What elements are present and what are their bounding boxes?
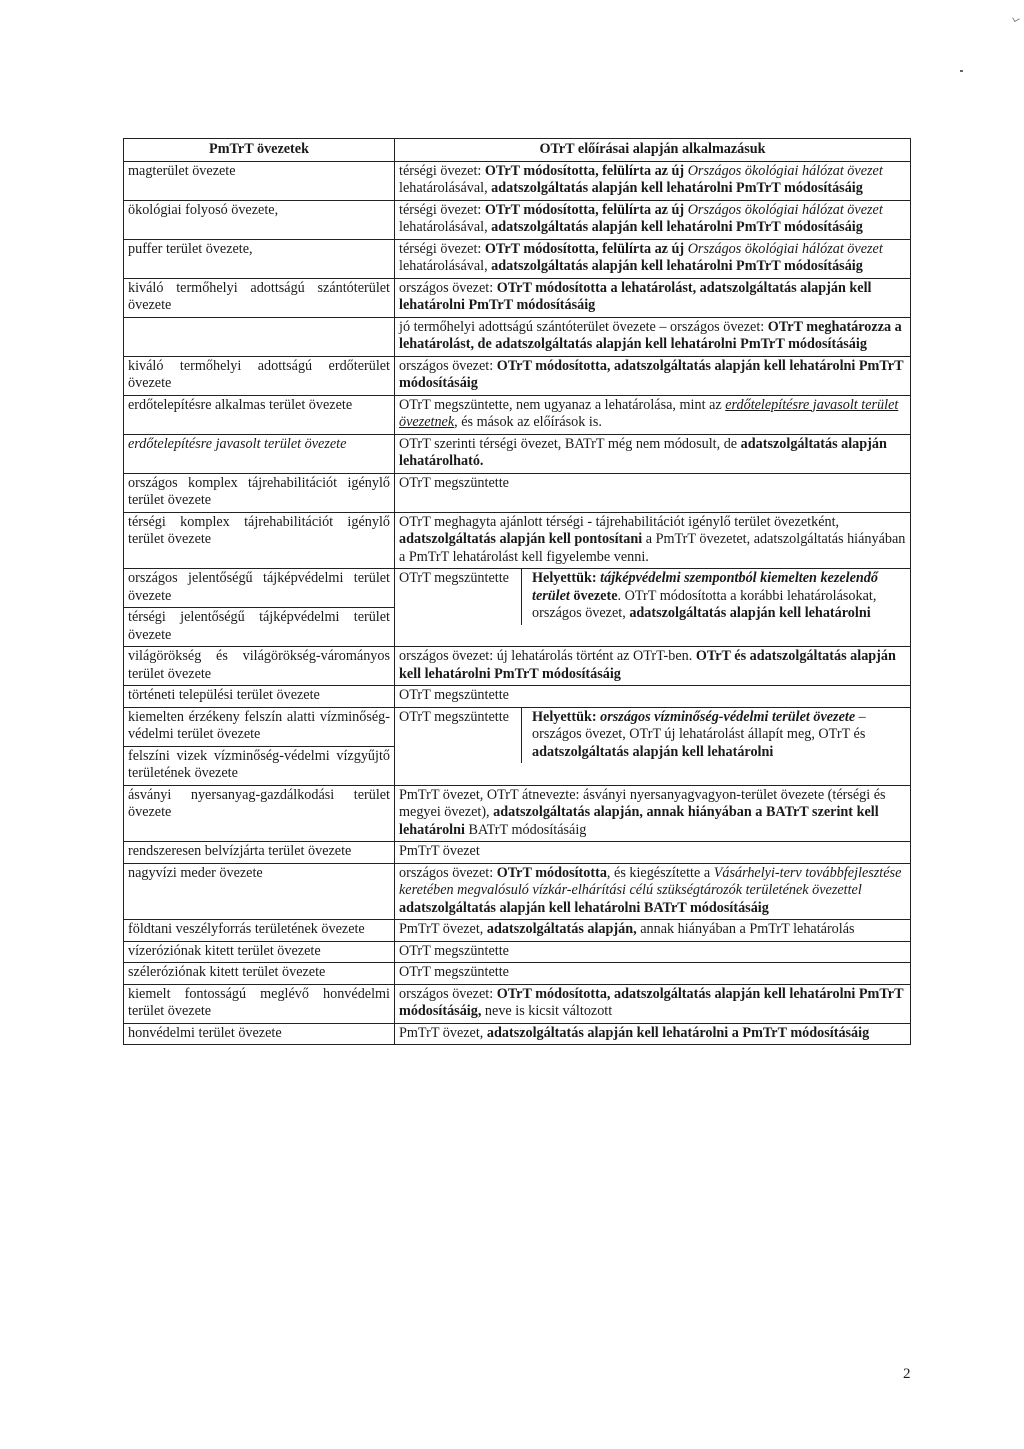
otrt-rule-cell: [395, 707, 911, 785]
table-header-row: [124, 139, 911, 162]
split-rule: [395, 708, 910, 764]
zone-name-cell: térségi komplex tájrehabilitációt igénylő terület övezete: [124, 512, 395, 569]
otrt-rule-cell: térségi övezet: OTrT módosította, felülírta az új Országos ökológiai hálózat övezet lehatárolásával, adatszolgáltatás alapján kell lehatárolni PmTrT módosításáig: [395, 161, 911, 200]
otrt-rule-cell: országos övezet: OTrT módosította, adatszolgáltatás alapján kell lehatárolni PmTrT módosításáig: [395, 356, 911, 395]
otrt-rule-cell: országos övezet: OTrT módosította, adatszolgáltatás alapján kell lehatárolni PmTrT módosításáig, neve is kicsit változott: [395, 984, 911, 1023]
zone-name-cell: kiemelt fontosságú meglévő honvédelmi terület övezete: [124, 984, 395, 1023]
otrt-rule-cell: országos övezet: OTrT módosította a lehatárolást, adatszolgáltatás alapján kell lehatárolni PmTrT módosításáig: [395, 278, 911, 317]
split-rule-status: OTrT megszüntette: [395, 708, 522, 764]
split-rule-replacement: Helyettük: országos vízminőség-védelmi terület övezete – országos övezet, OTrT új lehatárolást állapít meg, OTrT és adatszolgáltatás alapján kell lehatárolni: [532, 708, 866, 760]
table-row: [124, 984, 911, 1023]
otrt-rule-cell: PmTrT övezet, adatszolgáltatás alapján kell lehatárolni a PmTrT módosításáig: [395, 1023, 911, 1045]
table-row: [124, 863, 911, 920]
header-otrt: OTrT előírásai alapján alkalmazásuk: [395, 139, 911, 162]
page-number: 2: [903, 1366, 911, 1382]
otrt-rule-cell: OTrT szerinti térségi övezet, BATrT még nem módosult, de adatszolgáltatás alapján lehatárolható.: [395, 434, 911, 473]
zone-name-cell: erdőtelepítésre javasolt terület övezete: [124, 434, 395, 473]
otrt-rule-cell: OTrT megszüntette, nem ugyanaz a lehatárolása, mint az erdőtelepítésre javasolt terület övezetnek, és mások az előírások is.: [395, 395, 911, 434]
table-row: [124, 686, 911, 708]
zone-name-cell: kiváló termőhelyi adottságú szántóterület övezete: [124, 278, 395, 317]
zoning-table: [123, 138, 911, 1045]
otrt-rule-cell: OTrT meghagyta ajánlott térségi - tájrehabilitációt igénylő terület övezetként, adatszolgáltatás alapján kell pontosítani a PmTrT övezetet, adatszolgáltatás hiányában a PmTrT lehatárolást kell figyelembe venni.: [395, 512, 911, 569]
otrt-rule-cell: OTrT megszüntette: [395, 941, 911, 963]
table-row: [124, 395, 911, 434]
zone-name-cell: honvédelmi terület övezete: [124, 1023, 395, 1045]
zone-name-cell: világörökség és világörökség-várományos terület övezete: [124, 647, 395, 686]
zone-name-cell: magterület övezete: [124, 161, 395, 200]
table-row: [124, 473, 911, 512]
zone-name-cell: erdőtelepítésre alkalmas terület övezete: [124, 395, 395, 434]
table-row: [124, 569, 911, 608]
table-row: [124, 647, 911, 686]
otrt-rule-cell: [395, 569, 911, 647]
table-row: [124, 920, 911, 942]
zone-name-cell: felszíni vizek vízminőség-védelmi vízgyűjtő területének övezete: [124, 746, 395, 785]
zone-name-cell: történeti települési terület övezete: [124, 686, 395, 708]
zone-name-cell: térségi jelentőségű tájképvédelmi terület övezete: [124, 608, 395, 647]
zone-name-cell: széleróziónak kitett terület övezete: [124, 963, 395, 985]
zone-name-cell: [124, 317, 395, 356]
table-row: [124, 161, 911, 200]
table-row: [124, 707, 911, 746]
otrt-rule-cell: térségi övezet: OTrT módosította, felülírta az új Országos ökológiai hálózat övezet lehatárolásával, adatszolgáltatás alapján kell lehatárolni PmTrT módosításáig: [395, 239, 911, 278]
table-row: [124, 239, 911, 278]
zone-name-cell: puffer terület övezete,: [124, 239, 395, 278]
table-row: [124, 356, 911, 395]
zone-name-cell: földtani veszélyforrás területének övezete: [124, 920, 395, 942]
split-rule-replacement: Helyettük: tájképvédelmi szempontból kiemelten kezelendő terület övezete. OTrT módosította a korábbi lehatárolásokat, országos övezet, adatszolgáltatás alapján kell lehatárolni: [532, 570, 878, 621]
zone-name-cell: ásványi nyersanyag-gazdálkodási terület övezete: [124, 785, 395, 842]
split-rule-status: OTrT megszüntette: [395, 569, 522, 625]
otrt-rule-cell: PmTrT övezet, adatszolgáltatás alapján, annak hiányában a PmTrT lehatárolás: [395, 920, 911, 942]
otrt-rule-cell: OTrT megszüntette: [395, 686, 911, 708]
zone-name-cell: vízeróziónak kitett terület övezete: [124, 941, 395, 963]
table-row: [124, 278, 911, 317]
otrt-rule-cell: OTrT megszüntette: [395, 473, 911, 512]
scan-mark: [1012, 15, 1020, 22]
otrt-rule-cell: térségi övezet: OTrT módosította, felülírta az új Országos ökológiai hálózat övezet lehatárolásával, adatszolgáltatás alapján kell lehatárolni PmTrT módosításáig: [395, 200, 911, 239]
table-row: [124, 200, 911, 239]
zone-name-cell: nagyvízi meder övezete: [124, 863, 395, 920]
scan-speck: [960, 70, 963, 72]
otrt-rule-cell: jó termőhelyi adottságú szántóterület övezete – országos övezet: OTrT meghatározza a lehatárolást, de adatszolgáltatás alapján kell lehatárolni PmTrT módosításáig: [395, 317, 911, 356]
zone-name-cell: kiváló termőhelyi adottságú erdőterület övezete: [124, 356, 395, 395]
otrt-rule-cell: PmTrT övezet, OTrT átnevezte: ásványi nyersanyagvagyon-terület övezete (térségi és megyei övezet), adatszolgáltatás alapján, annak hiányában a BATrT szerint kell lehatárolni BATrT módosításáig: [395, 785, 911, 842]
otrt-rule-cell: OTrT megszüntette: [395, 963, 911, 985]
table-row: [124, 512, 911, 569]
header-pmtrt: PmTrT övezetek: [124, 139, 395, 162]
split-rule: [395, 569, 910, 625]
zone-name-cell: országos komplex tájrehabilitációt igénylő terület övezete: [124, 473, 395, 512]
table-row: [124, 434, 911, 473]
table-row: [124, 1023, 911, 1045]
table-row: [124, 963, 911, 985]
zone-name-cell: rendszeresen belvízjárta terület övezete: [124, 842, 395, 864]
zone-name-cell: kiemelten érzékeny felszín alatti vízminőség-védelmi terület övezete: [124, 707, 395, 746]
otrt-rule-cell: PmTrT övezet: [395, 842, 911, 864]
table-row: [124, 317, 911, 356]
zone-name-cell: országos jelentőségű tájképvédelmi terület övezete: [124, 569, 395, 608]
otrt-rule-cell: országos övezet: új lehatárolás történt az OTrT-ben. OTrT és adatszolgáltatás alapján kell lehatárolni PmTrT módosításáig: [395, 647, 911, 686]
zone-name-cell: ökológiai folyosó övezete,: [124, 200, 395, 239]
table-row: [124, 785, 911, 842]
otrt-rule-cell: országos övezet: OTrT módosította, és kiegészítette a Vásárhelyi-terv továbbfejlesztése keretében megvalósuló vízkár-elhárítási célú szükségtározók területének övezettel adatszolgáltatás alapján kell lehatárolni BATrT módosításáig: [395, 863, 911, 920]
table-row: [124, 842, 911, 864]
table-row: [124, 941, 911, 963]
